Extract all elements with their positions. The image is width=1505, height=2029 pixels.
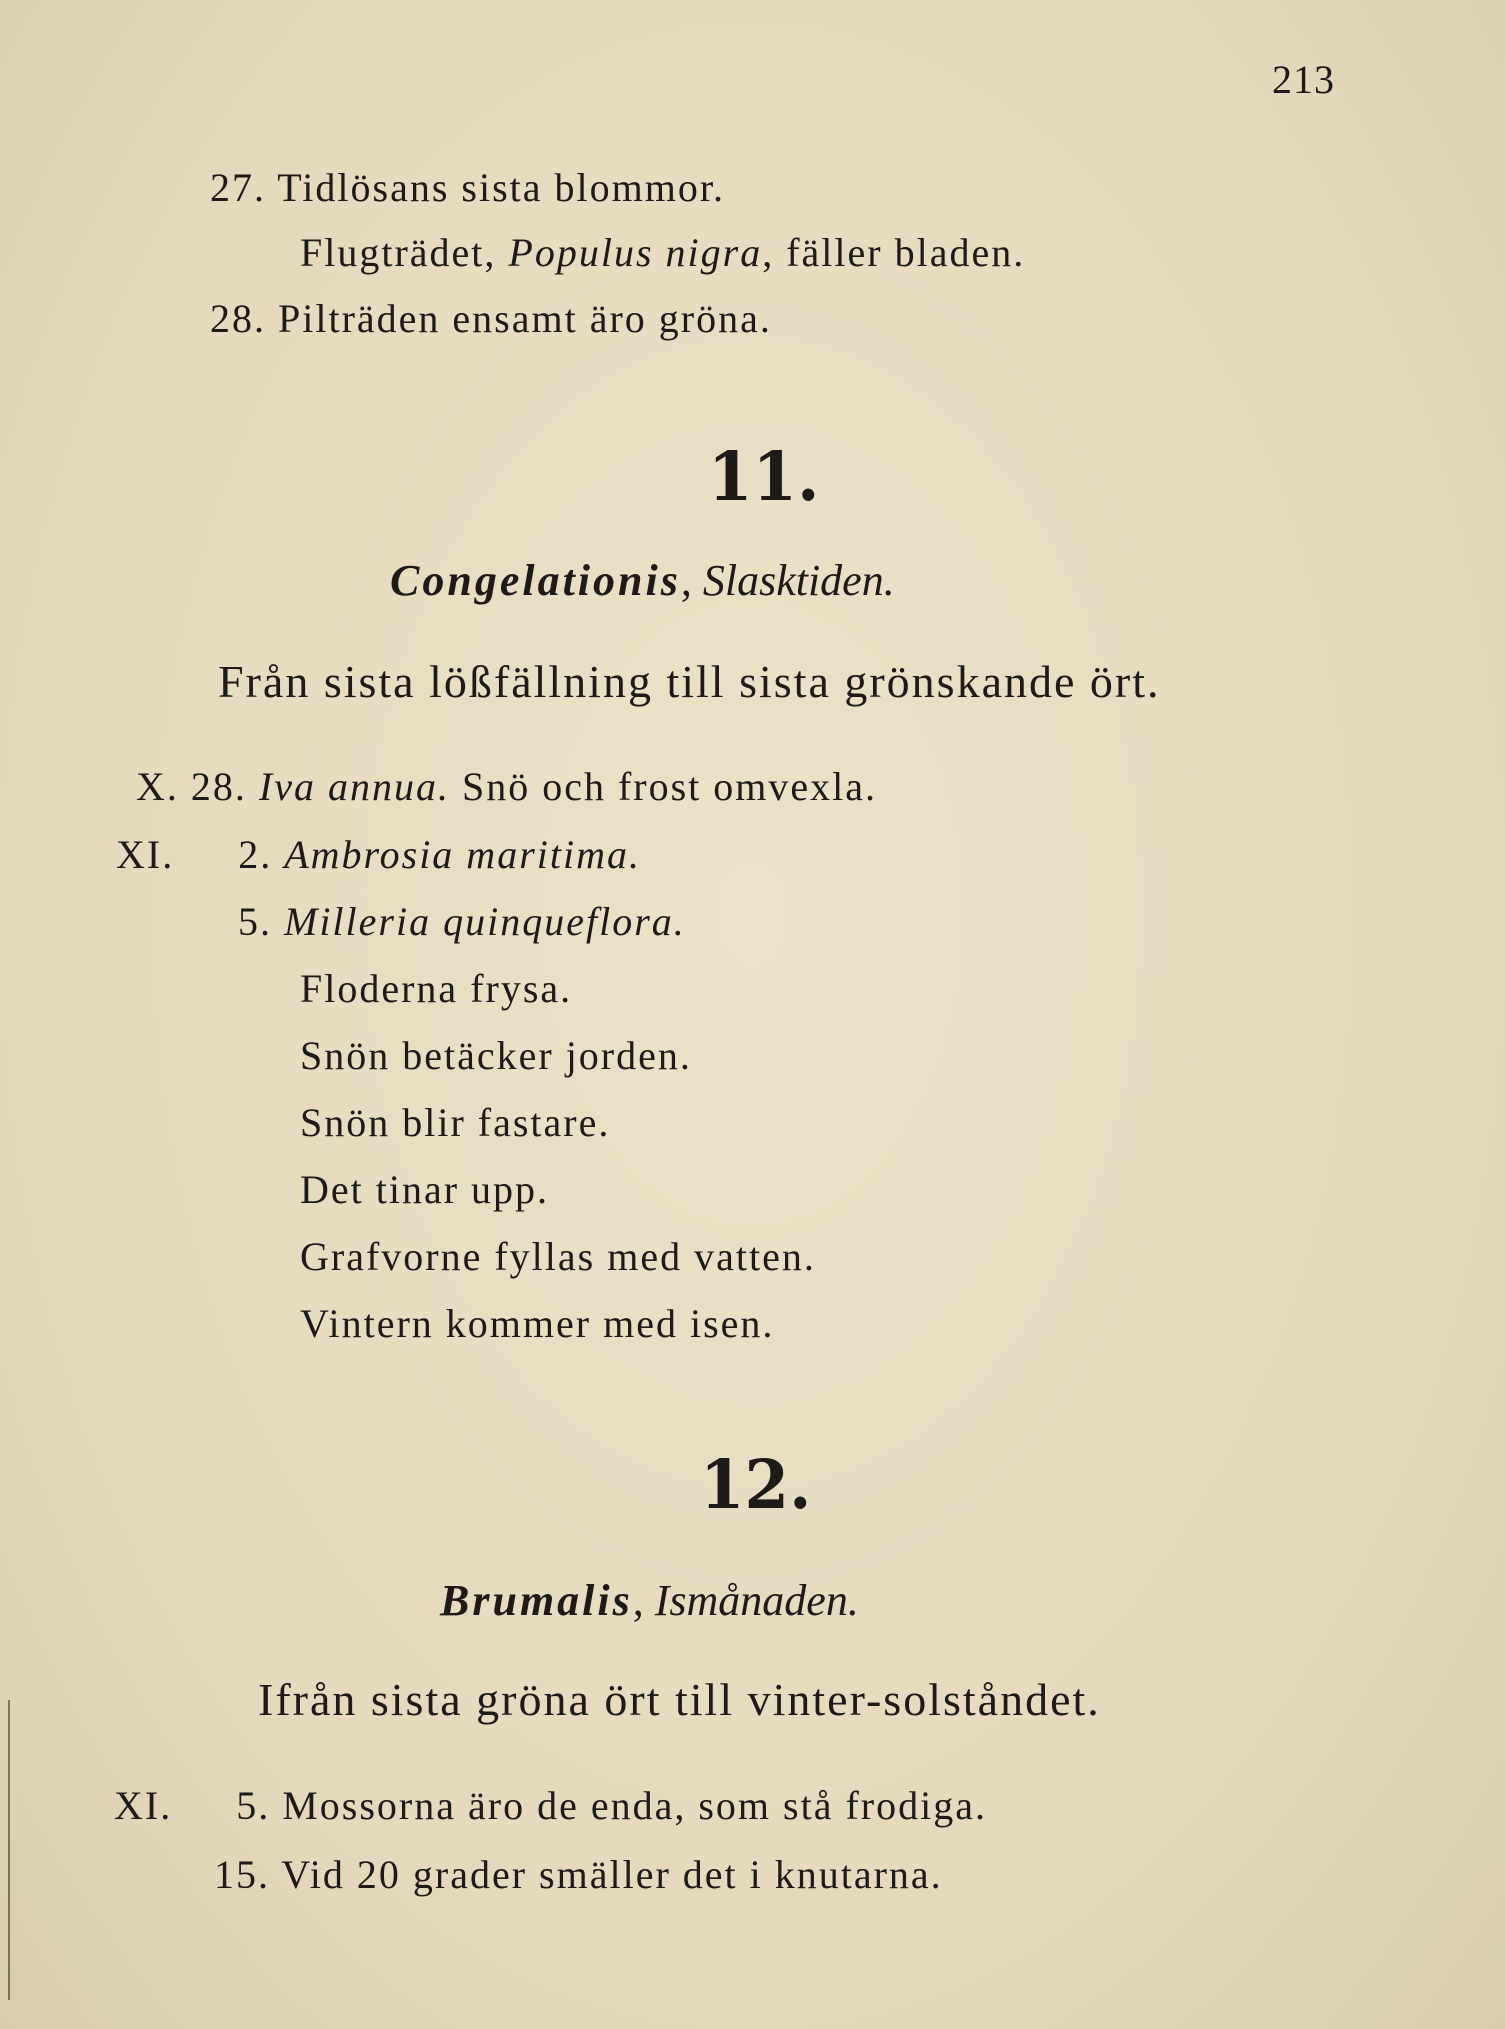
entry-day: 2.: [238, 832, 273, 877]
entry-line: Snön blir fastare.: [300, 1100, 611, 1145]
entry-text: Pilträden ensamt äro gröna.: [278, 296, 772, 341]
entry-line: [210, 295, 772, 342]
entry-text: Mossorna äro de enda, som stå frodiga.: [282, 1783, 987, 1828]
entry-text: Snö och frost omvexla.: [461, 764, 878, 809]
swedish-title: Slasktiden.: [702, 556, 895, 605]
entry-line: [114, 1782, 987, 1829]
entry-line: Floderna frysa.: [300, 966, 573, 1011]
entry-line: Vintern kommer med isen.: [300, 1301, 775, 1346]
latin-title: Brumalis: [440, 1576, 633, 1625]
entry-line: [214, 1851, 943, 1898]
page-number: 213: [1272, 57, 1335, 102]
species-name: Iva annua.: [258, 764, 450, 809]
entry-text: Vid 20 grader smäller det i knutarna.: [281, 1852, 943, 1897]
entry-day: 15.: [214, 1852, 270, 1897]
section-heading: [440, 1575, 859, 1626]
entry-line: [238, 898, 686, 945]
entry-line: [136, 763, 877, 810]
heading-separator: ,: [632, 1576, 644, 1625]
entry-month: XI.: [116, 832, 175, 877]
section-subtitle: Från sista lößfällning till sista grönskande ört.: [218, 656, 1161, 707]
species-name: Ambrosia maritima.: [284, 832, 641, 877]
entry-month: X.: [136, 764, 179, 809]
entry-line: [300, 229, 1025, 276]
section-heading: [390, 555, 895, 606]
section-number: 12.: [700, 1446, 812, 1525]
entry-day: 27.: [210, 165, 266, 210]
swedish-title: Ismånaden.: [654, 1576, 859, 1625]
entry-month: XI.: [114, 1783, 173, 1828]
entry-line: Grafvorne fyllas med vatten.: [300, 1234, 816, 1279]
entry-day: 28.: [210, 296, 266, 341]
heading-separator: ,: [680, 556, 692, 605]
entry-line: Det tinar upp.: [300, 1167, 550, 1212]
species-name: Milleria quinqueflora.: [284, 899, 686, 944]
entry-text: Flugträdet,: [300, 230, 509, 275]
entry-text: Tidlösans sista blommor.: [277, 165, 725, 210]
section-number: 11.: [708, 438, 820, 517]
entry-line: Snön betäcker jorden.: [300, 1033, 692, 1078]
entry-day: 28.: [190, 764, 247, 809]
entry-line: [210, 164, 725, 211]
entry-line: [116, 831, 641, 878]
page-edge: [8, 1700, 10, 2000]
latin-title: Congelationis: [390, 556, 681, 605]
species-name: Populus nigra: [508, 230, 763, 275]
entry-day: 5.: [238, 899, 272, 944]
entry-text: , fäller bladen.: [762, 230, 1026, 275]
section-subtitle: Ifrån sista gröna ört till vinter-solståndet.: [258, 1674, 1101, 1725]
entry-day: 5.: [236, 1783, 271, 1828]
